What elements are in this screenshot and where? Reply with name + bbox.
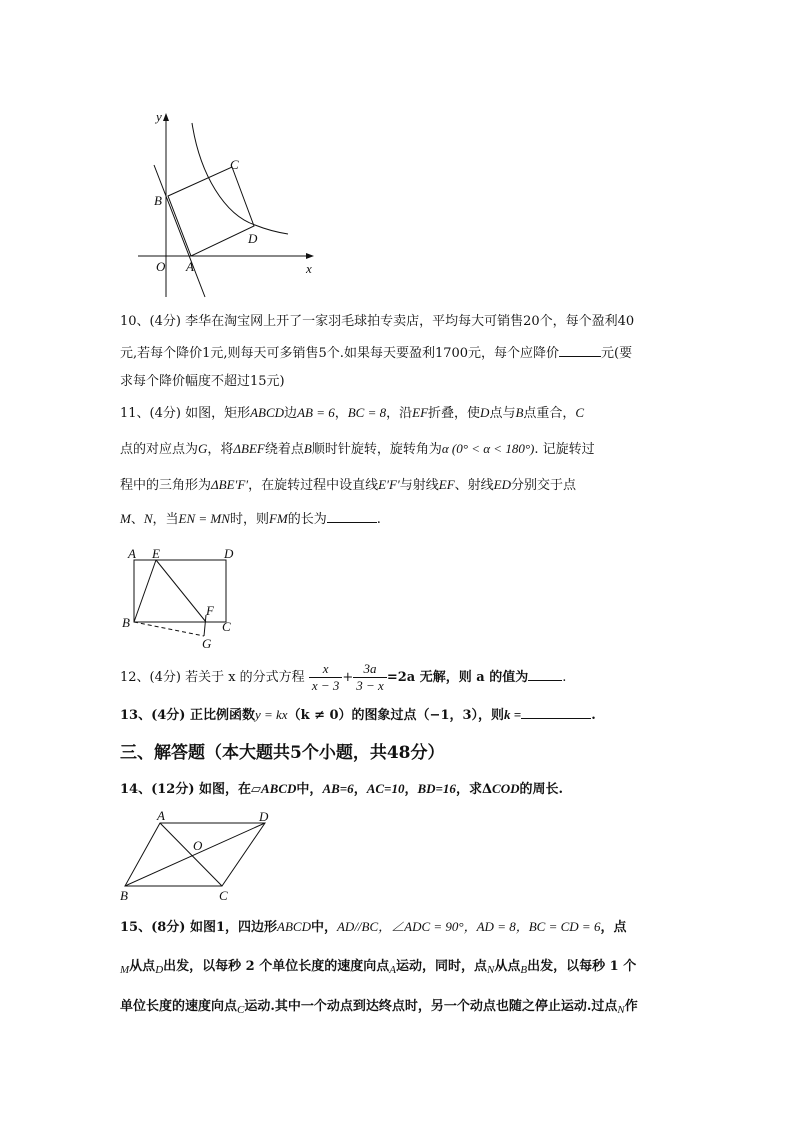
q11-text: . 记旋转过 — [534, 442, 595, 457]
y-axis-label: y — [156, 109, 162, 124]
q14-math: AC=10 — [366, 781, 405, 796]
q10-line3: 求每个降价幅度不超过15元) — [120, 374, 285, 389]
q11-math: E′F′ — [378, 477, 400, 492]
q12-text: . — [562, 670, 567, 685]
section-heading: 三、解答题（本大题共5个小题，共48分） — [120, 743, 445, 763]
q14-line — [120, 780, 563, 799]
q11-text: 、 — [130, 512, 144, 527]
q12-fraction-1 — [309, 661, 343, 694]
label-A: A — [186, 259, 194, 274]
fig11-label-A: A — [128, 546, 136, 561]
q13-line — [120, 706, 596, 725]
q11-text: 分别交于点 — [511, 478, 577, 493]
q13-text: （k ≠ 0）的图象过点（−1，3），则 — [287, 708, 505, 723]
q12-line — [120, 660, 566, 696]
q11-math: M — [120, 511, 131, 526]
fraction-numerator: x — [309, 661, 343, 678]
x-axis-label: x — [306, 261, 312, 276]
q11-text: 边 — [284, 406, 298, 421]
q11-math: EN = MN — [178, 511, 230, 526]
fig14-label-A: A — [157, 808, 165, 823]
q11-text: ，在旋转过程中设直线 — [248, 478, 379, 493]
q11-text: ，沿 — [386, 406, 413, 421]
q15-math: ABCD — [277, 919, 311, 934]
q14-text: ， — [353, 782, 367, 797]
q15-math: B — [520, 964, 528, 976]
q10-line1: 10、(4分) 李华在淘宝网上开了一家羽毛球拍专卖店，平均每大可销售20个，每个盈利40 — [120, 314, 635, 329]
q15-line3 — [120, 998, 638, 1019]
q13-answer-blank — [521, 706, 591, 719]
q11-text: 与射线 — [399, 478, 439, 493]
label-D: D — [248, 231, 258, 246]
q15-math: N — [487, 964, 495, 976]
q11-text: 点重合， — [523, 406, 576, 421]
q15-line1 — [120, 918, 626, 937]
figure-hyperbola-square — [130, 105, 320, 300]
q15-text: 出发，以每秒 1 个 — [527, 959, 637, 974]
fig14-label-C: C — [219, 888, 228, 903]
q13-math: y = kx — [254, 707, 288, 722]
q11-math: B — [515, 405, 524, 420]
fig14-label-D: D — [259, 809, 269, 824]
q11-text: 点的对应点为 — [120, 442, 199, 457]
fig11-label-D: D — [224, 546, 234, 561]
q10-line2-b: 元(要 — [601, 346, 633, 361]
q14-text: 中， — [296, 782, 323, 797]
q15-text: ，点 — [600, 920, 627, 935]
fig11-label-C: C — [222, 619, 231, 634]
q11-math: ΔBE′F′ — [211, 477, 249, 492]
q11-math: G — [198, 441, 208, 456]
q11-math: EF — [412, 405, 429, 420]
q15-math: C — [237, 1004, 245, 1016]
q14-text: ， — [404, 782, 418, 797]
q12-text: =2a 无解，则 a 的值为 — [386, 670, 529, 685]
fig14-label-O: O — [193, 838, 203, 853]
q11-math: ΔBEF — [233, 441, 265, 456]
q11-line2 — [120, 440, 595, 459]
q10-line2 — [120, 344, 632, 363]
q15-math: M — [120, 964, 130, 976]
q11-math: B — [303, 441, 312, 456]
figure-rectangle-fold — [120, 545, 245, 650]
q14-text: 14、(12分) 如图，在▱ — [120, 782, 262, 797]
q11-math: AB = 6 — [297, 405, 335, 420]
fig11-label-B: B — [122, 615, 130, 630]
q15-math: D — [155, 964, 164, 976]
fig11-label-G: G — [202, 636, 212, 650]
q15-text: 中， — [310, 920, 337, 935]
fig14-label-B: B — [120, 888, 128, 903]
q14-math: ABCD — [261, 781, 297, 796]
q14-text: ，求Δ — [455, 782, 493, 797]
q11-answer-blank — [327, 510, 377, 523]
q11-line1 — [120, 404, 584, 423]
q15-text: 从点 — [494, 959, 521, 974]
q11-text: ，当 — [152, 512, 179, 527]
q14-math: COD — [492, 781, 520, 796]
q11-math: ED — [493, 477, 512, 492]
q14-math: BD=16 — [417, 781, 456, 796]
label-C: C — [230, 157, 239, 172]
q15-math: A — [389, 964, 396, 976]
q15-text: 运动.其中一个动点到达终点时，另一个动点也随之停止运动.过点 — [244, 999, 618, 1014]
fig11-label-F: F — [206, 603, 214, 618]
q11-math: N — [143, 511, 153, 526]
q12-text: 12、(4分) 若关于 x 的分式方程 — [120, 670, 305, 685]
q11-line4 — [120, 510, 381, 529]
q11-math: BC = 8 — [347, 405, 387, 420]
q11-text: 绕着点 — [264, 442, 304, 457]
q15-text: 从点 — [129, 959, 156, 974]
q15-text: 作 — [624, 999, 638, 1014]
q15-text: 出发，以每秒 2 个单位长度的速度向点 — [163, 959, 390, 974]
q11-text: 点与 — [489, 406, 516, 421]
q12-text: + — [342, 670, 354, 685]
label-B: B — [154, 193, 162, 208]
q11-text: 的长为 — [287, 512, 327, 527]
fraction-numerator: 3a — [353, 661, 387, 678]
q11-line3 — [120, 476, 576, 495]
q13-text: 13、(4分) 正比例函数 — [120, 708, 255, 723]
q13-text: . — [591, 708, 596, 723]
q14-math: AB=6 — [322, 781, 354, 796]
q15-math: N — [617, 1004, 625, 1016]
q11-math: FM — [268, 511, 288, 526]
q11-math: α (0° < α < 180°) — [441, 441, 535, 456]
label-O: O — [156, 259, 166, 274]
q13-math: k = — [504, 707, 522, 722]
q11-text: 11、(4分) 如图，矩形 — [120, 406, 251, 421]
q11-text: 、射线 — [454, 478, 494, 493]
q15-text: 单位长度的速度向点 — [120, 999, 238, 1014]
q15-text: 15、(8分) 如图1，四边形 — [120, 920, 278, 935]
q11-math: C — [575, 405, 585, 420]
q12-fraction-2 — [353, 661, 387, 694]
q11-math: EF — [438, 477, 455, 492]
q15-math: AD//BC，∠ADC = 90°，AD = 8，BC = CD = 6 — [336, 919, 601, 934]
q15-line2 — [120, 958, 636, 979]
q10-line2-a: 元,若每个降价1元,则每天可多销售5个.如果每天要盈利1700元，每个应降价 — [120, 346, 560, 361]
q11-text: 顺时针旋转，旋转角为 — [311, 442, 442, 457]
q11-text: 程中的三角形为 — [120, 478, 212, 493]
fraction-denominator: x − 3 — [311, 678, 340, 693]
q11-math: D — [480, 405, 490, 420]
q11-text: 折叠，使 — [428, 406, 481, 421]
q14-text: 的周长. — [519, 782, 564, 797]
q11-text: 时，则 — [229, 512, 269, 527]
q10-answer-blank — [559, 344, 601, 357]
q15-text: 运动，同时，点 — [395, 959, 487, 974]
fig11-label-E: E — [152, 546, 160, 561]
fraction-denominator: 3 − x — [356, 678, 384, 693]
q11-text: . — [376, 512, 381, 527]
q11-text: ，将 — [207, 442, 234, 457]
q11-text: ， — [334, 406, 348, 421]
figure-parallelogram — [115, 808, 280, 903]
q12-answer-blank — [528, 668, 562, 681]
q11-math: ABCD — [250, 405, 285, 420]
